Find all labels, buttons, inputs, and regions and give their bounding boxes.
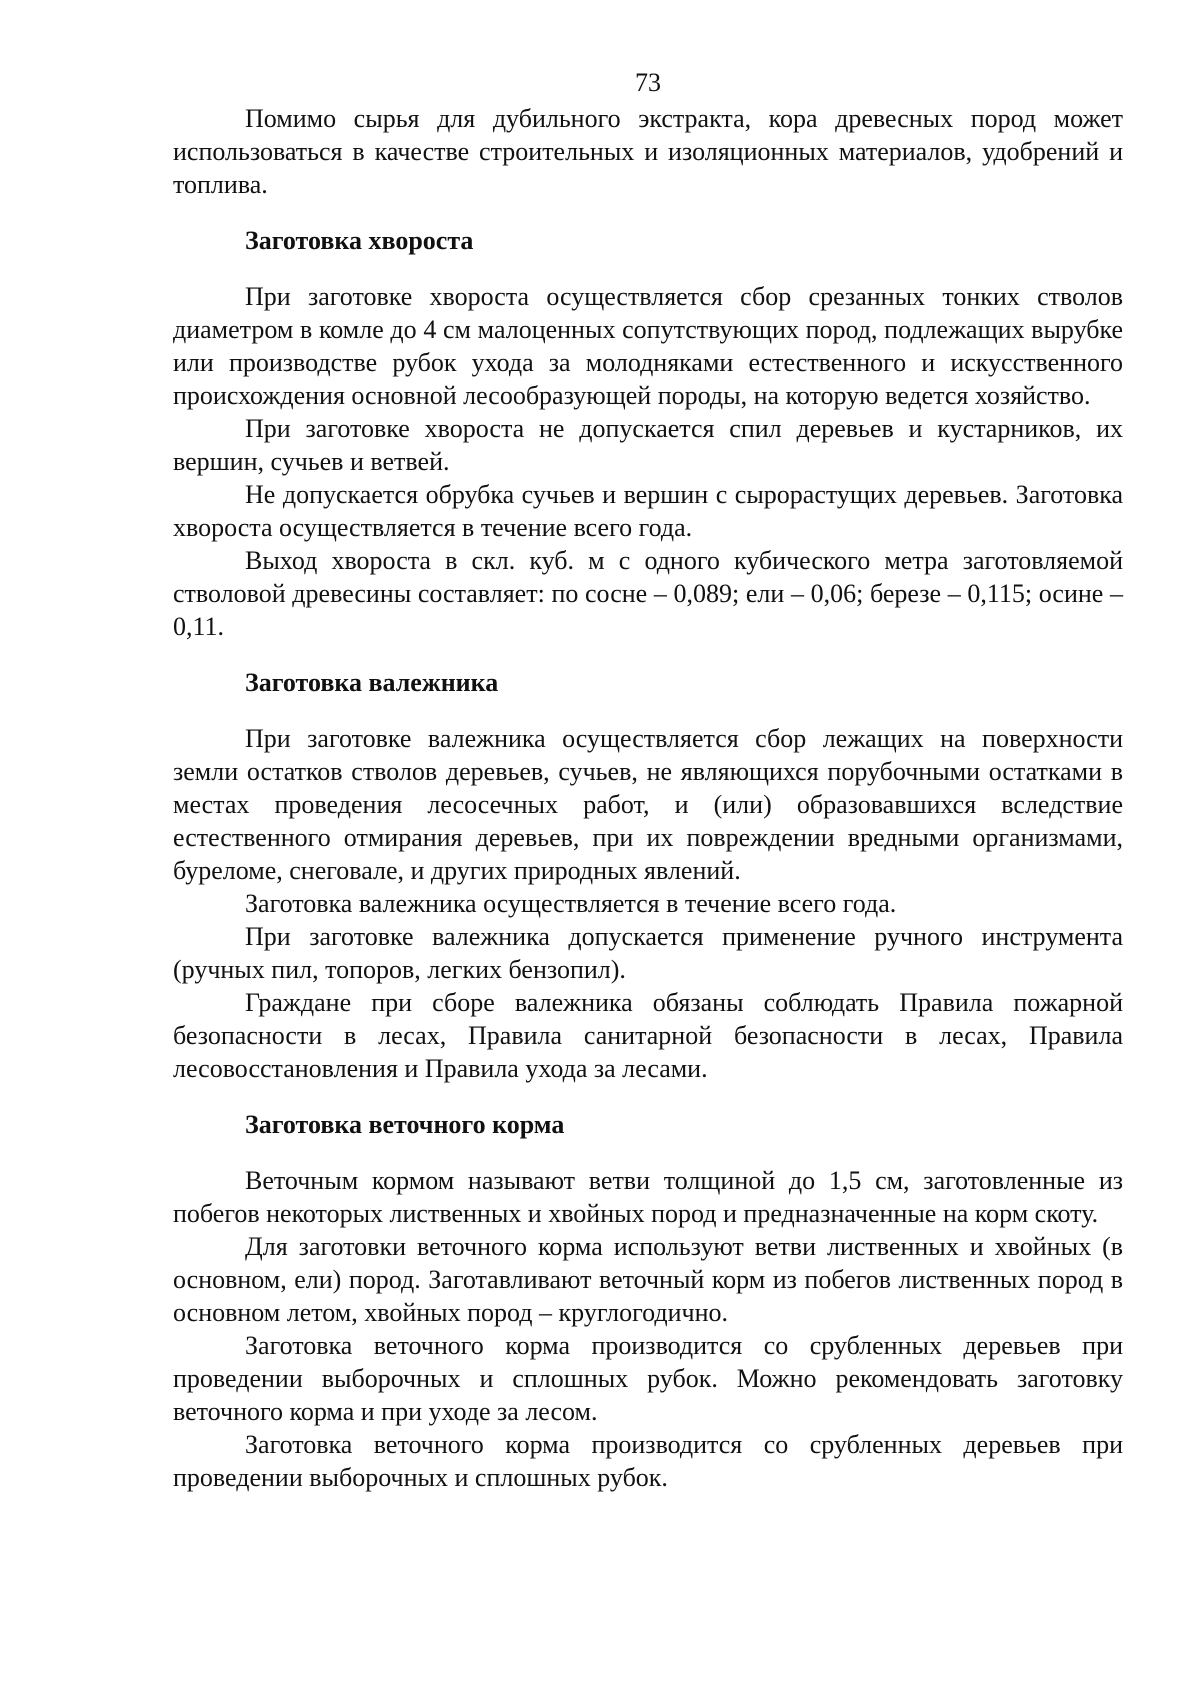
paragraph: При заготовке хвороста не допускается спил деревьев и кустарников, их вершин, сучьев и ветвей. <box>173 414 1123 476</box>
paragraph: При заготовке валежника допускается применение ручного инструмента (ручных пил, топоров, легких бензопил). <box>173 922 1123 984</box>
document-page <box>173 66 1123 1494</box>
section-heading: Заготовка веточного корма <box>245 1110 565 1139</box>
section-heading: Заготовка валежника <box>245 668 499 697</box>
section-heading: Заготовка хвороста <box>245 226 474 255</box>
paragraph: Заготовка веточного корма производится со срубленных деревьев при проведении выборочных и сплошных рубок. Можно рекомендовать заготовку веточного корма и при уходе за лесом. <box>173 1331 1123 1426</box>
paragraph: Не допускается обрубка сучьев и вершин с сырорастущих деревьев. Заготовка хвороста осуществляется в течение всего года. <box>173 480 1123 542</box>
paragraph: При заготовке хвороста осуществляется сбор срезанных тонких стволов диаметром в комле до 4 см малоценных сопутствующих пород, подлежащих вырубке или производстве рубок ухода за молодняками естественного и искусственного происхождения основной лесообразующей породы, на которую ведется хозяйство. <box>173 282 1123 410</box>
page-number: 73 <box>635 68 661 97</box>
paragraph: Для заготовки веточного корма используют ветви лиственных и хвойных (в основном, ели) пород. Заготавливают веточный корм из побегов лиственных пород в основном летом, хвойных пород – круглогодично. <box>173 1232 1123 1327</box>
paragraph: Граждане при сборе валежника обязаны соблюдать Правила пожарной безопасности в лесах, Правила санитарной безопасности в лесах, Правила лесовосстановления и Правила ухода за лесами. <box>173 988 1123 1083</box>
paragraph: Заготовка веточного корма производится со срубленных деревьев при проведении выборочных и сплошных рубок. <box>173 1430 1123 1492</box>
section-brushwood <box>173 224 1123 643</box>
intro-paragraph: Помимо сырья для дубильного экстракта, кора древесных пород может использоваться в качестве строительных и изоляционных материалов, удобрений и топлива. <box>173 104 1123 199</box>
section-branch-fodder <box>173 1108 1123 1494</box>
paragraph: Выход хвороста в скл. куб. м с одного кубического метра заготовляемой стволовой древесины составляет: по сосне – 0,089; ели – 0,06; березе – 0,115; осине – 0,11. <box>173 546 1123 641</box>
paragraph: При заготовке валежника осуществляется сбор лежащих на поверхности земли остатков стволов деревьев, сучьев, не являющихся порубочными остатками в местах проведения лесосечных работ, и (или) образовавшихся вследствие естественного отмирания деревьев, при их повреждении вредными организмами, буреломе, снеговале, и других природных явлений. <box>173 724 1123 885</box>
paragraph: Веточным кормом называют ветви толщиной до 1,5 см, заготовленные из побегов некоторых лиственных и хвойных пород и предназначенные на корм скоту. <box>173 1166 1123 1228</box>
paragraph: Заготовка валежника осуществляется в течение всего года. <box>245 889 897 918</box>
section-deadwood <box>173 666 1123 1085</box>
